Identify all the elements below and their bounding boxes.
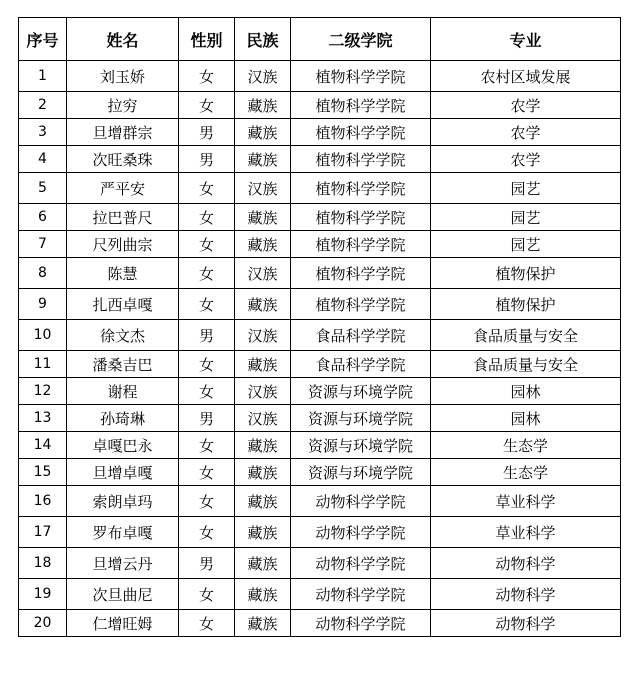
cell-ethnicity: 藏族 — [235, 548, 291, 579]
cell-ethnicity: 藏族 — [235, 119, 291, 146]
cell-college: 动物科学学院 — [291, 517, 431, 548]
cell-college: 动物科学学院 — [291, 579, 431, 610]
cell-ethnicity: 汉族 — [235, 258, 291, 289]
cell-gender: 女 — [179, 579, 235, 610]
table-row — [19, 61, 621, 92]
table-row — [19, 579, 621, 610]
cell-number: 16 — [19, 486, 67, 517]
cell-college: 资源与环境学院 — [291, 432, 431, 459]
cell-ethnicity: 藏族 — [235, 517, 291, 548]
cell-number: 14 — [19, 432, 67, 459]
cell-college: 动物科学学院 — [291, 486, 431, 517]
cell-college: 资源与环境学院 — [291, 405, 431, 432]
cell-name: 扎西卓嘎 — [67, 289, 179, 320]
table-row — [19, 119, 621, 146]
cell-college: 植物科学学院 — [291, 146, 431, 173]
table-row — [19, 405, 621, 432]
table-row — [19, 432, 621, 459]
student-table — [18, 17, 621, 637]
cell-number: 17 — [19, 517, 67, 548]
cell-ethnicity: 藏族 — [235, 579, 291, 610]
cell-major: 生态学 — [431, 432, 621, 459]
cell-name: 次旦曲尼 — [67, 579, 179, 610]
cell-number: 19 — [19, 579, 67, 610]
table-row — [19, 258, 621, 289]
cell-major: 动物科学 — [431, 548, 621, 579]
cell-name: 拉穷 — [67, 92, 179, 119]
cell-major: 草业科学 — [431, 517, 621, 548]
cell-major: 植物保护 — [431, 289, 621, 320]
table-row — [19, 146, 621, 173]
cell-gender: 女 — [179, 459, 235, 486]
cell-major: 植物保护 — [431, 258, 621, 289]
cell-number: 10 — [19, 320, 67, 351]
table-row — [19, 173, 621, 204]
cell-gender: 女 — [179, 289, 235, 320]
cell-name: 旦增云丹 — [67, 548, 179, 579]
cell-ethnicity: 藏族 — [235, 92, 291, 119]
cell-gender: 女 — [179, 173, 235, 204]
header-ethnicity: 民族 — [235, 18, 291, 61]
cell-number: 4 — [19, 146, 67, 173]
cell-ethnicity: 藏族 — [235, 459, 291, 486]
cell-major: 食品质量与安全 — [431, 320, 621, 351]
cell-ethnicity: 藏族 — [235, 351, 291, 378]
cell-ethnicity: 汉族 — [235, 405, 291, 432]
cell-gender: 男 — [179, 548, 235, 579]
cell-college: 动物科学学院 — [291, 548, 431, 579]
cell-number: 1 — [19, 61, 67, 92]
table-row — [19, 289, 621, 320]
cell-number: 9 — [19, 289, 67, 320]
cell-name: 尺列曲宗 — [67, 231, 179, 258]
cell-name: 旦增卓嘎 — [67, 459, 179, 486]
cell-ethnicity: 藏族 — [235, 231, 291, 258]
cell-gender: 女 — [179, 258, 235, 289]
cell-major: 园艺 — [431, 173, 621, 204]
cell-ethnicity: 汉族 — [235, 378, 291, 405]
header-row — [19, 18, 621, 61]
cell-major: 园林 — [431, 378, 621, 405]
cell-gender: 女 — [179, 204, 235, 231]
cell-number: 2 — [19, 92, 67, 119]
cell-number: 18 — [19, 548, 67, 579]
cell-major: 农学 — [431, 119, 621, 146]
cell-ethnicity: 藏族 — [235, 204, 291, 231]
cell-number: 6 — [19, 204, 67, 231]
cell-ethnicity: 汉族 — [235, 320, 291, 351]
cell-name: 谢程 — [67, 378, 179, 405]
cell-name: 索朗卓玛 — [67, 486, 179, 517]
table-row — [19, 548, 621, 579]
cell-gender: 男 — [179, 405, 235, 432]
header-gender: 性别 — [179, 18, 235, 61]
cell-number: 3 — [19, 119, 67, 146]
cell-gender: 女 — [179, 231, 235, 258]
cell-gender: 女 — [179, 378, 235, 405]
cell-name: 孙琦琳 — [67, 405, 179, 432]
cell-college: 动物科学学院 — [291, 610, 431, 637]
cell-name: 旦增群宗 — [67, 119, 179, 146]
cell-major: 生态学 — [431, 459, 621, 486]
table-row — [19, 320, 621, 351]
cell-gender: 男 — [179, 320, 235, 351]
cell-gender: 女 — [179, 517, 235, 548]
header-number: 序号 — [19, 18, 67, 61]
cell-name: 潘桑吉巴 — [67, 351, 179, 378]
cell-number: 20 — [19, 610, 67, 637]
table-row — [19, 517, 621, 548]
cell-college: 植物科学学院 — [291, 231, 431, 258]
cell-number: 11 — [19, 351, 67, 378]
cell-ethnicity: 藏族 — [235, 289, 291, 320]
cell-major: 动物科学 — [431, 579, 621, 610]
cell-number: 7 — [19, 231, 67, 258]
cell-major: 食品质量与安全 — [431, 351, 621, 378]
cell-college: 食品科学学院 — [291, 320, 431, 351]
header-name: 姓名 — [67, 18, 179, 61]
table-row — [19, 610, 621, 637]
cell-gender: 女 — [179, 61, 235, 92]
cell-name: 罗布卓嘎 — [67, 517, 179, 548]
cell-college: 资源与环境学院 — [291, 459, 431, 486]
cell-number: 15 — [19, 459, 67, 486]
cell-ethnicity: 藏族 — [235, 486, 291, 517]
header-college: 二级学院 — [291, 18, 431, 61]
cell-college: 资源与环境学院 — [291, 378, 431, 405]
table-row — [19, 204, 621, 231]
cell-name: 刘玉娇 — [67, 61, 179, 92]
cell-gender: 女 — [179, 486, 235, 517]
cell-college: 食品科学学院 — [291, 351, 431, 378]
cell-college: 植物科学学院 — [291, 204, 431, 231]
cell-college: 植物科学学院 — [291, 92, 431, 119]
cell-major: 农学 — [431, 92, 621, 119]
cell-name: 仁增旺姆 — [67, 610, 179, 637]
table-row — [19, 92, 621, 119]
cell-name: 拉巴普尺 — [67, 204, 179, 231]
cell-ethnicity: 汉族 — [235, 173, 291, 204]
cell-gender: 男 — [179, 119, 235, 146]
cell-major: 动物科学 — [431, 610, 621, 637]
table-row — [19, 459, 621, 486]
cell-major: 园艺 — [431, 231, 621, 258]
cell-ethnicity: 藏族 — [235, 146, 291, 173]
cell-major: 园林 — [431, 405, 621, 432]
cell-college: 植物科学学院 — [291, 173, 431, 204]
cell-name: 严平安 — [67, 173, 179, 204]
cell-number: 13 — [19, 405, 67, 432]
cell-major: 园艺 — [431, 204, 621, 231]
cell-college: 植物科学学院 — [291, 119, 431, 146]
cell-gender: 女 — [179, 92, 235, 119]
cell-number: 8 — [19, 258, 67, 289]
cell-major: 农学 — [431, 146, 621, 173]
cell-ethnicity: 藏族 — [235, 610, 291, 637]
cell-name: 卓嘎巴永 — [67, 432, 179, 459]
cell-gender: 女 — [179, 610, 235, 637]
table-row — [19, 231, 621, 258]
cell-college: 植物科学学院 — [291, 289, 431, 320]
cell-college: 植物科学学院 — [291, 61, 431, 92]
table-row — [19, 378, 621, 405]
table-row — [19, 351, 621, 378]
cell-number: 5 — [19, 173, 67, 204]
cell-name: 徐文杰 — [67, 320, 179, 351]
cell-college: 植物科学学院 — [291, 258, 431, 289]
cell-gender: 女 — [179, 432, 235, 459]
cell-number: 12 — [19, 378, 67, 405]
cell-gender: 男 — [179, 146, 235, 173]
table-row — [19, 486, 621, 517]
cell-major: 草业科学 — [431, 486, 621, 517]
header-major: 专业 — [431, 18, 621, 61]
cell-name: 次旺桑珠 — [67, 146, 179, 173]
cell-ethnicity: 藏族 — [235, 432, 291, 459]
cell-name: 陈慧 — [67, 258, 179, 289]
cell-gender: 女 — [179, 351, 235, 378]
cell-major: 农村区域发展 — [431, 61, 621, 92]
cell-ethnicity: 汉族 — [235, 61, 291, 92]
